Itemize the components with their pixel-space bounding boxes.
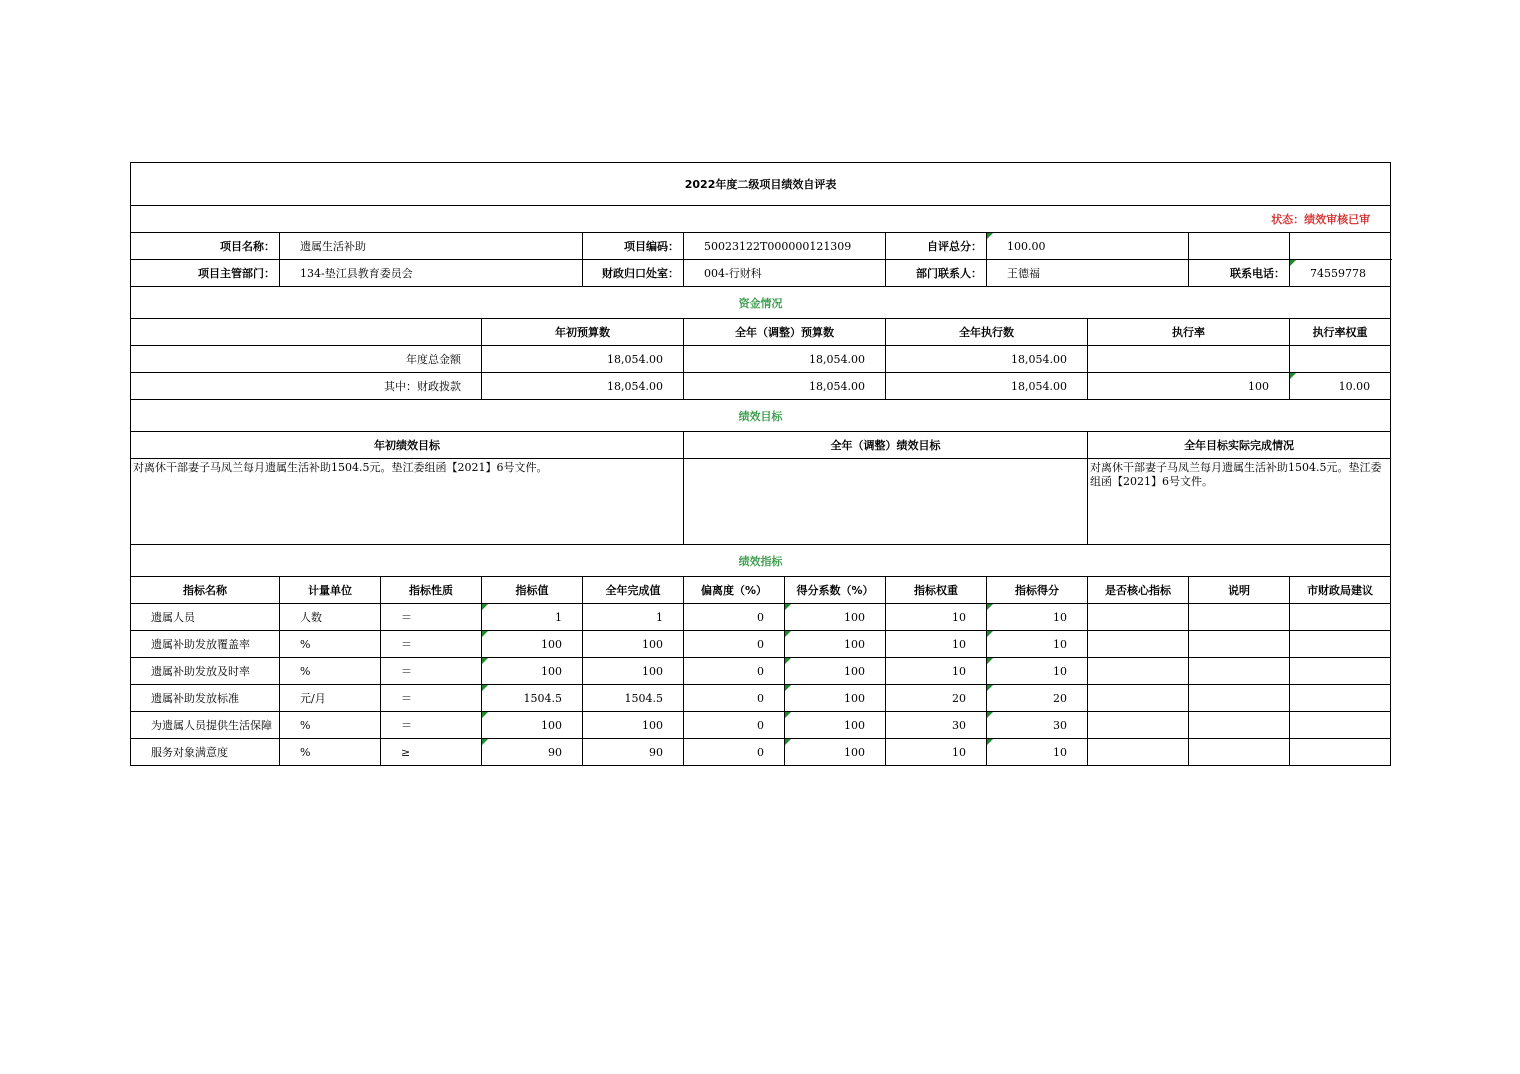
funds-cell: 100 (1088, 373, 1290, 400)
indicator-cell: 为遗属人员提供生活保障 (131, 712, 280, 739)
indicator-cell: 0 (684, 631, 785, 658)
indicator-cell (1088, 631, 1189, 658)
indicator-cell: 90 (482, 739, 583, 766)
indicator-cell: 100 (785, 658, 886, 685)
indicator-header: 得分系数（%） (785, 577, 886, 604)
score-label: 自评总分： (886, 233, 987, 260)
indicator-cell: 10 (886, 658, 987, 685)
indicator-cell: 10 (886, 631, 987, 658)
goals-header: 全年目标实际完成情况 (1088, 432, 1391, 459)
indicator-cell: 1 (583, 604, 684, 631)
empty-cell (131, 319, 482, 346)
indicator-cell: 100 (583, 658, 684, 685)
funds-cell: 18,054.00 (684, 373, 886, 400)
indicator-header: 指标得分 (987, 577, 1088, 604)
indicator-cell: 人数 (280, 604, 381, 631)
indicator-cell: 0 (684, 604, 785, 631)
initial-goal-text: 对离休干部妻子马凤兰每月遗属生活补助1504.5元。垫江委组函【2021】6号文件。 (131, 459, 684, 545)
indicator-cell: 100 (785, 631, 886, 658)
indicator-cell: 90 (583, 739, 684, 766)
funds-cell: 18,054.00 (886, 346, 1088, 373)
indicator-cell: 0 (684, 658, 785, 685)
indicator-cell: ＝ (381, 604, 482, 631)
indicator-cell: 30 (886, 712, 987, 739)
funds-header: 年初预算数 (482, 319, 684, 346)
funds-cell: 10.00 (1290, 373, 1391, 400)
indicators-section-title: 绩效指标 (131, 545, 1391, 577)
indicator-cell (1189, 685, 1290, 712)
indicator-cell: 100 (785, 685, 886, 712)
indicator-cell: % (280, 739, 381, 766)
indicator-cell: ＝ (381, 685, 482, 712)
indicator-header: 偏离度（%） (684, 577, 785, 604)
funds-header: 执行率权重 (1290, 319, 1391, 346)
dept-label: 项目主管部门： (131, 260, 280, 287)
indicator-cell (1290, 685, 1391, 712)
indicator-cell: 遗属补助发放及时率 (131, 658, 280, 685)
goals-section-title: 绩效目标 (131, 400, 1391, 432)
table-row (131, 631, 1391, 658)
phone-label: 联系电话： (1189, 260, 1290, 287)
indicator-cell: 100 (583, 712, 684, 739)
indicator-cell (1290, 739, 1391, 766)
indicator-cell: % (280, 658, 381, 685)
indicator-cell (1189, 631, 1290, 658)
indicator-header: 计量单位 (280, 577, 381, 604)
indicator-cell (1189, 739, 1290, 766)
indicator-cell: 1504.5 (482, 685, 583, 712)
indicator-header: 指标值 (482, 577, 583, 604)
indicator-cell (1189, 712, 1290, 739)
contact-label: 部门联系人： (886, 260, 987, 287)
indicator-cell: 0 (684, 685, 785, 712)
indicator-header: 指标权重 (886, 577, 987, 604)
project-code-label: 项目编码： (583, 233, 684, 260)
indicator-cell: 100 (482, 658, 583, 685)
indicator-cell: 100 (482, 631, 583, 658)
indicator-cell: 遗属补助发放标准 (131, 685, 280, 712)
indicator-header: 说明 (1189, 577, 1290, 604)
indicator-cell: % (280, 631, 381, 658)
table-row (131, 712, 1391, 739)
funds-header: 全年（调整）预算数 (684, 319, 886, 346)
indicator-header: 全年完成值 (583, 577, 684, 604)
indicator-cell: 10 (987, 658, 1088, 685)
contact-value: 王德福 (987, 260, 1189, 287)
project-code-value: 50023122T000000121309 (684, 233, 886, 260)
indicator-cell (1088, 685, 1189, 712)
indicator-cell: 10 (987, 631, 1088, 658)
finance-value: 004-行财科 (684, 260, 886, 287)
table-row (131, 685, 1391, 712)
funds-row-label: 年度总金额 (131, 346, 482, 373)
indicator-cell (1290, 658, 1391, 685)
indicator-cell: 10 (886, 739, 987, 766)
funds-cell (1088, 346, 1290, 373)
indicator-cell: 服务对象满意度 (131, 739, 280, 766)
indicator-cell (1088, 712, 1189, 739)
indicator-cell: 100 (785, 712, 886, 739)
indicator-cell: 10 (987, 739, 1088, 766)
indicator-cell: 0 (684, 739, 785, 766)
indicator-cell: ＝ (381, 631, 482, 658)
adjusted-goal-text (684, 459, 1088, 545)
funds-section-title: 资金情况 (131, 287, 1391, 319)
project-name-value: 遗属生活补助 (280, 233, 583, 260)
indicator-cell: 20 (886, 685, 987, 712)
table-row (131, 604, 1391, 631)
funds-cell (1290, 346, 1391, 373)
indicator-cell (1189, 604, 1290, 631)
indicator-cell (1189, 658, 1290, 685)
actual-completion-text: 对离休干部妻子马凤兰每月遗属生活补助1504.5元。垫江委组函【2021】6号文件。 (1088, 459, 1391, 545)
indicator-header: 市财政局建议 (1290, 577, 1391, 604)
indicator-cell (1088, 739, 1189, 766)
indicator-cell (1290, 712, 1391, 739)
empty-cell (1189, 233, 1290, 260)
indicator-cell: 0 (684, 712, 785, 739)
score-value: 100.00 (987, 233, 1189, 260)
indicator-cell: ＝ (381, 712, 482, 739)
status-text: 状态：绩效审核已审 (131, 206, 1391, 233)
indicator-cell (1290, 604, 1391, 631)
indicator-cell: 10 (987, 604, 1088, 631)
funds-cell: 18,054.00 (482, 346, 684, 373)
indicator-cell (1088, 604, 1189, 631)
indicator-cell: 30 (987, 712, 1088, 739)
indicator-cell: 1 (482, 604, 583, 631)
indicator-rows (131, 604, 1391, 766)
indicator-cell: 遗属人员 (131, 604, 280, 631)
indicator-cell (1088, 658, 1189, 685)
dept-value: 134-垫江县教育委员会 (280, 260, 583, 287)
indicator-cell: 元/月 (280, 685, 381, 712)
indicator-cell: 1504.5 (583, 685, 684, 712)
empty-cell (1290, 233, 1391, 260)
funds-cell: 18,054.00 (482, 373, 684, 400)
indicator-cell: 100 (785, 604, 886, 631)
phone-value: 74559778 (1290, 260, 1391, 287)
indicator-cell: ≥ (381, 739, 482, 766)
indicator-cell (1290, 631, 1391, 658)
indicator-cell: 100 (785, 739, 886, 766)
finance-label: 财政归口处室： (583, 260, 684, 287)
indicator-cell: 100 (583, 631, 684, 658)
project-name-label: 项目名称： (131, 233, 280, 260)
funds-header: 全年执行数 (886, 319, 1088, 346)
indicator-cell: % (280, 712, 381, 739)
funds-cell: 18,054.00 (684, 346, 886, 373)
evaluation-table (130, 162, 1391, 766)
goals-header: 年初绩效目标 (131, 432, 684, 459)
indicator-cell: 100 (482, 712, 583, 739)
indicator-header: 是否核心指标 (1088, 577, 1189, 604)
indicator-cell: ＝ (381, 658, 482, 685)
goals-header: 全年（调整）绩效目标 (684, 432, 1088, 459)
indicator-cell: 10 (886, 604, 987, 631)
indicator-cell: 20 (987, 685, 1088, 712)
page-title: 2022年度二级项目绩效自评表 (131, 163, 1391, 206)
funds-header: 执行率 (1088, 319, 1290, 346)
indicator-header: 指标名称 (131, 577, 280, 604)
indicator-cell: 遗属补助发放覆盖率 (131, 631, 280, 658)
indicator-header: 指标性质 (381, 577, 482, 604)
funds-row-label: 其中：财政拨款 (131, 373, 482, 400)
funds-cell: 18,054.00 (886, 373, 1088, 400)
table-row (131, 739, 1391, 766)
table-row (131, 658, 1391, 685)
